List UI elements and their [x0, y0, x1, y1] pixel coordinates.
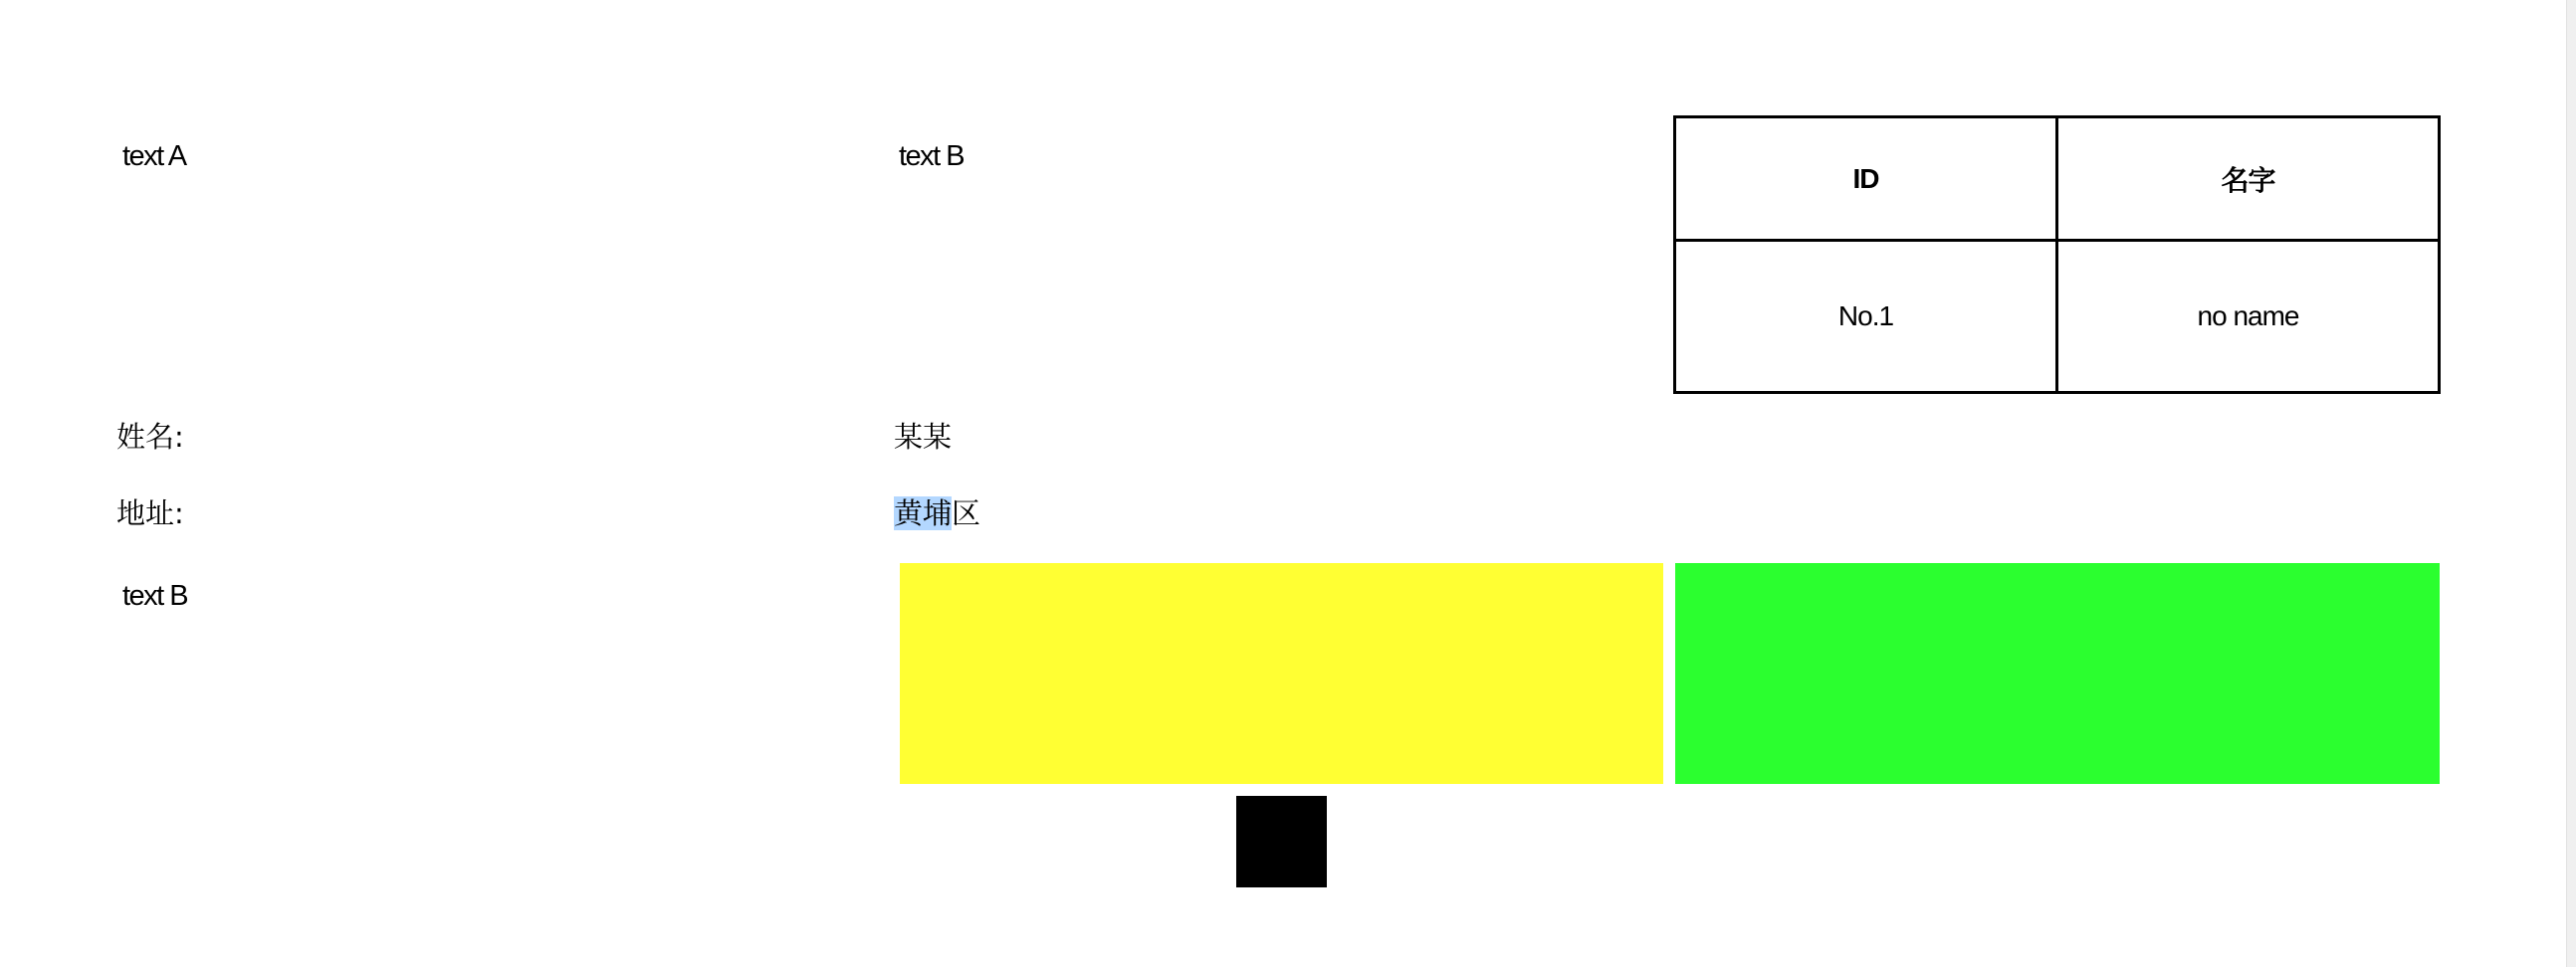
green-block [1675, 563, 2440, 784]
info-table [1673, 115, 2441, 394]
table-cell-name: no name [2057, 241, 2440, 393]
address-selected-text[interactable]: 黄埔 [894, 496, 953, 530]
address-label: 地址: [116, 496, 184, 530]
name-label: 姓名: [116, 420, 184, 454]
address-value[interactable] [894, 495, 980, 531]
text-a-label: text A [122, 140, 186, 172]
scrollbar-track[interactable] [2566, 0, 2576, 967]
table-row [1675, 241, 2440, 393]
address-rest-text[interactable]: 区 [952, 496, 981, 530]
table-header-id: ID [1675, 117, 2057, 241]
text-b-label: text B [899, 140, 965, 172]
table-cell-id: No.1 [1675, 241, 2057, 393]
name-value[interactable]: 某某 [894, 420, 953, 454]
table-header-row [1675, 117, 2440, 241]
table-header-name: 名字 [2057, 117, 2440, 241]
yellow-block [900, 563, 1663, 784]
black-block [1236, 796, 1327, 887]
text-b-row3-label: text B [122, 580, 188, 612]
